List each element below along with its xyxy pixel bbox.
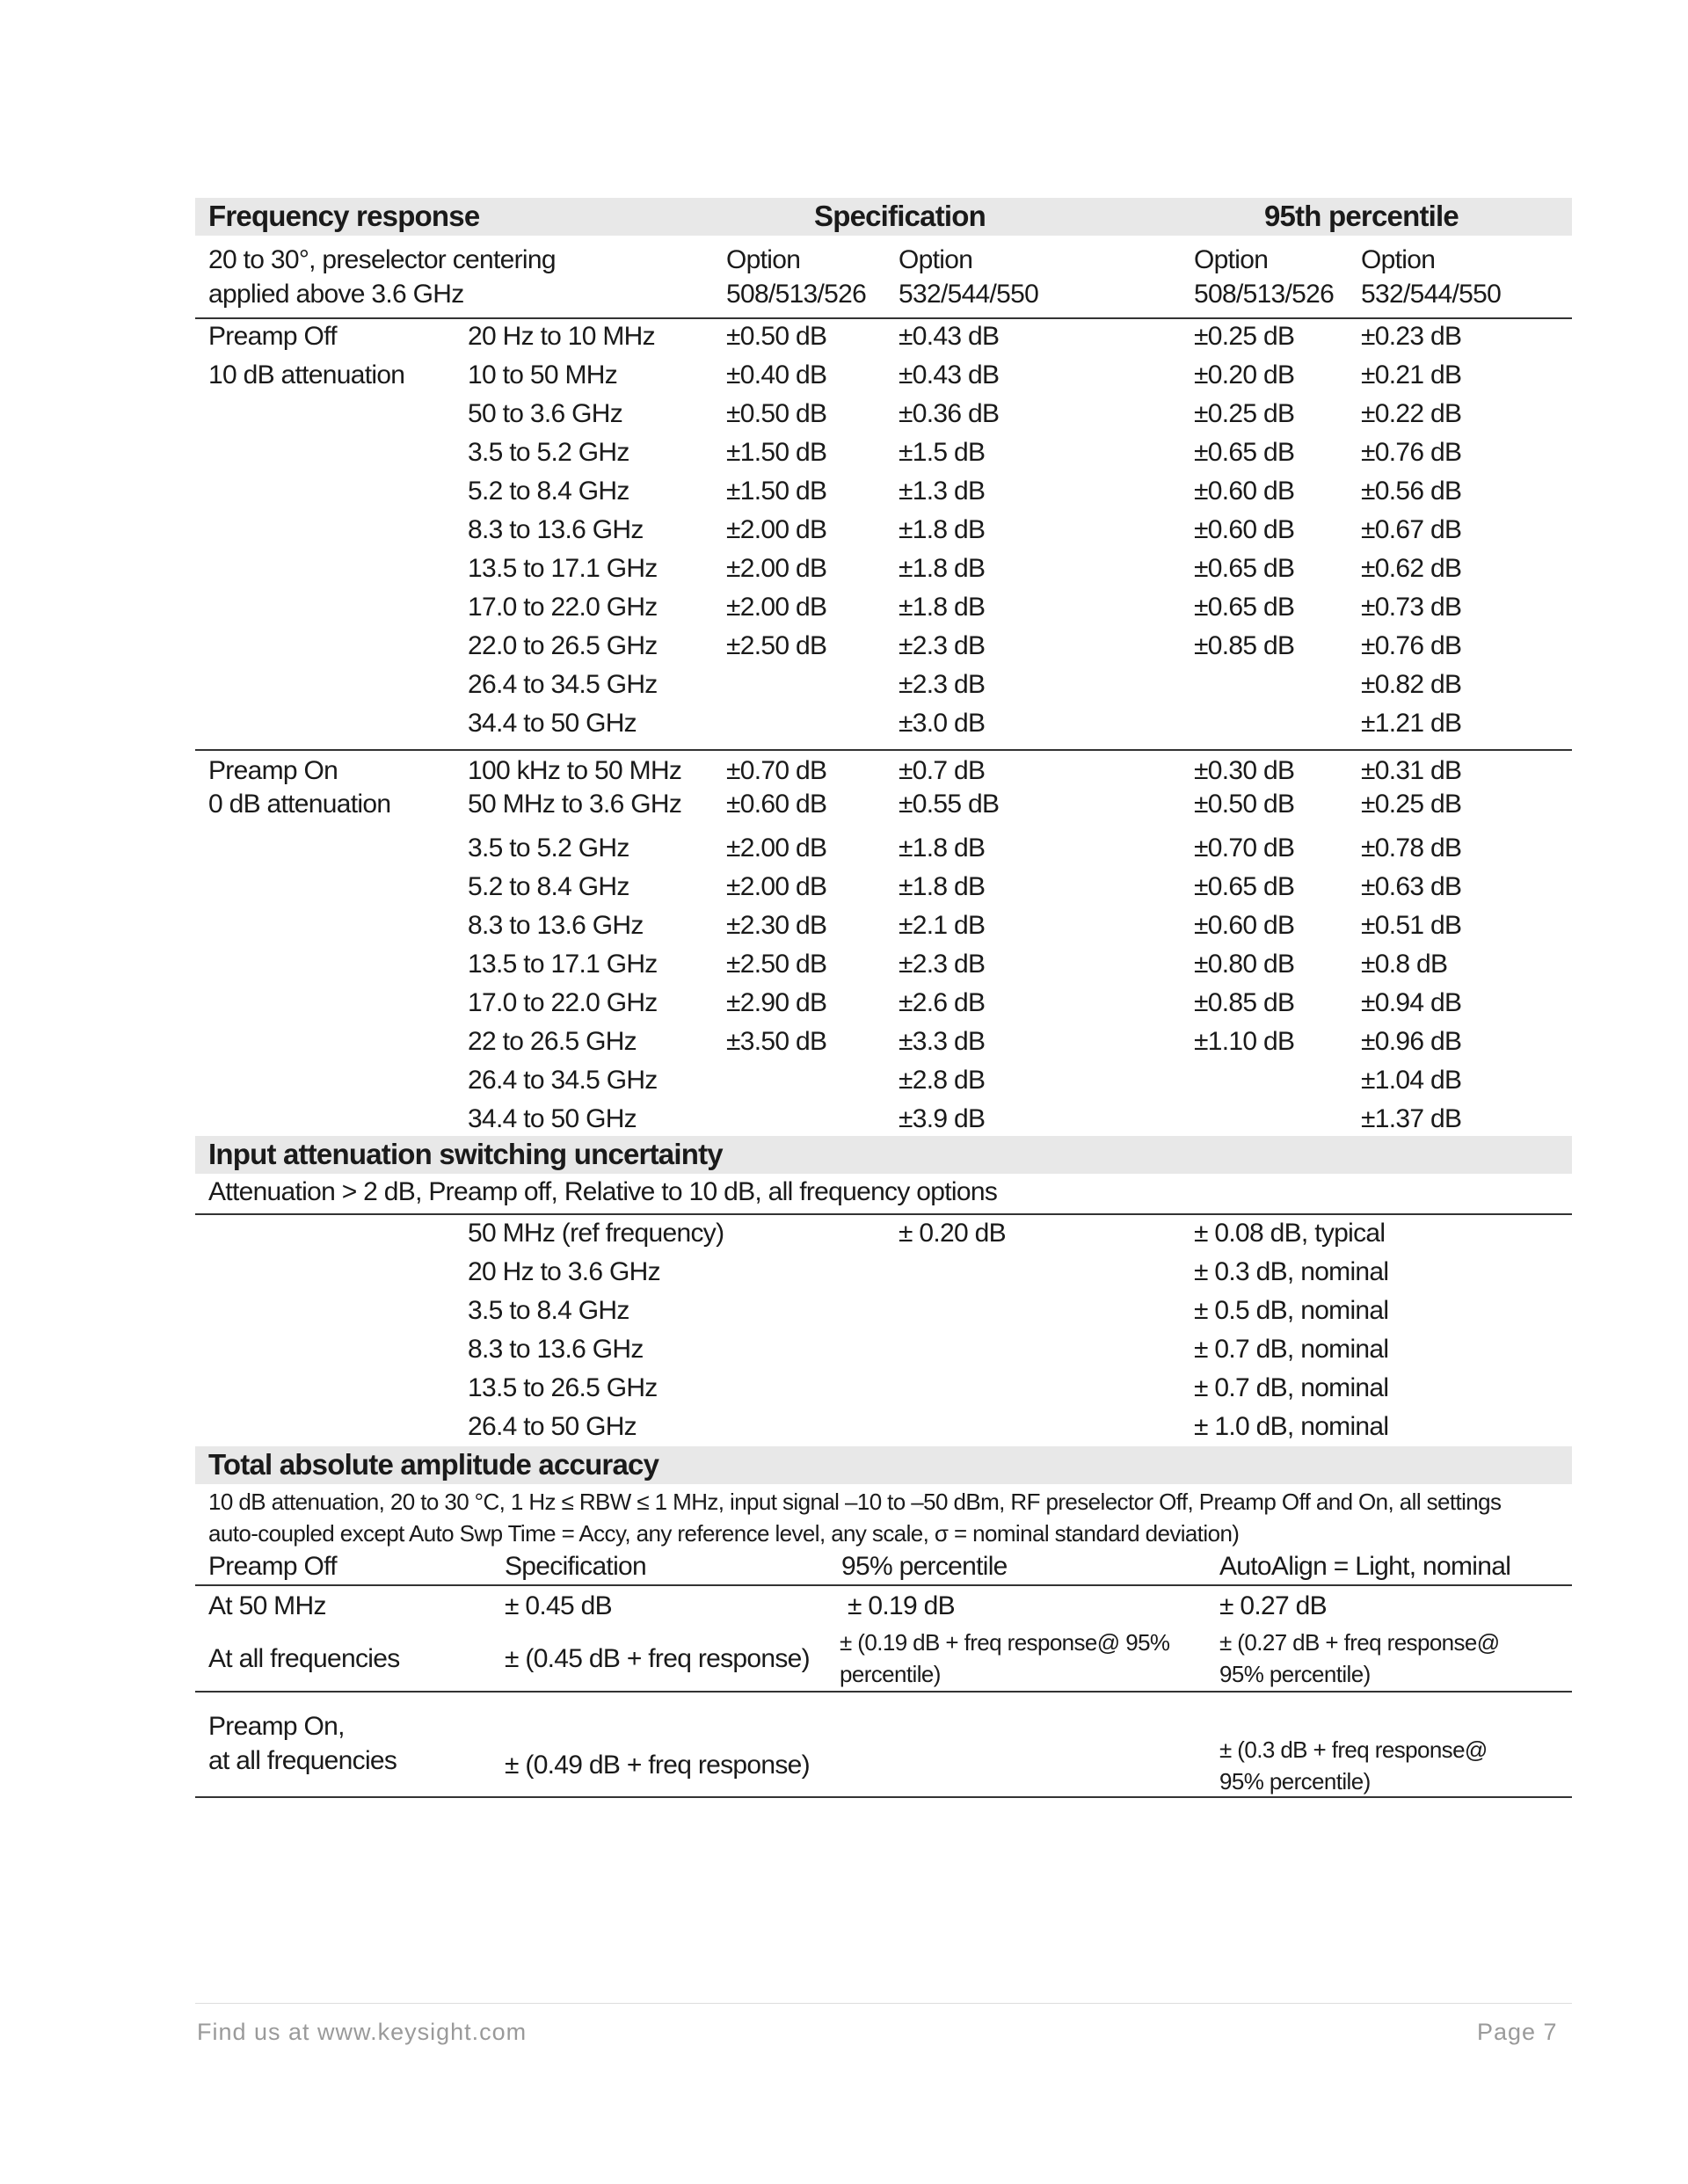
frequency-range: 5.2 to 8.4 GHz: [468, 872, 629, 901]
pct-option-b: ±0.62 dB: [1361, 554, 1462, 583]
frequency-range: 50 MHz (ref frequency): [468, 1219, 724, 1248]
pct-option-a: ±0.85 dB: [1194, 988, 1295, 1017]
pct-option-b: ±0.21 dB: [1361, 360, 1462, 389]
condition-text: applied above 3.6 GHz: [208, 280, 464, 309]
frequency-range: 34.4 to 50 GHz: [468, 709, 637, 738]
pct-option-a: ±0.60 dB: [1194, 477, 1295, 506]
pct-option-b: ±0.67 dB: [1361, 515, 1462, 544]
pct-option-b: ±0.78 dB: [1361, 834, 1462, 863]
column-header: Preamp Off: [208, 1552, 337, 1581]
pct-option-a: ±0.25 dB: [1194, 322, 1295, 351]
pct-option-b: ±0.63 dB: [1361, 872, 1462, 901]
condition-text: 20 to 30°, preselector centering: [208, 245, 556, 274]
option-label: Option: [726, 245, 801, 274]
row-label: At 50 MHz: [208, 1591, 326, 1620]
pct-option-b: ±0.22 dB: [1361, 399, 1462, 428]
frequency-range: 3.5 to 5.2 GHz: [468, 834, 629, 863]
spec-option-b: ±2.6 dB: [899, 988, 986, 1017]
spec-option-b: ±0.7 dB: [899, 756, 986, 785]
autoalign-value: 95% percentile): [1219, 1661, 1371, 1687]
divider: [195, 1584, 1572, 1586]
option-b: 532/544/550: [1361, 280, 1502, 309]
preamp-on-label: Preamp On: [208, 756, 338, 785]
spec-option-a: ±2.00 dB: [726, 872, 827, 901]
spec-option-b: ±1.8 dB: [899, 554, 986, 583]
autoalign-value: ± (0.3 dB + freq response@: [1219, 1736, 1488, 1763]
option-label: Option: [899, 245, 973, 274]
pct-value: ± 1.0 dB, nominal: [1194, 1412, 1389, 1441]
option-label: Option: [1194, 245, 1269, 274]
spec-option-b: ±2.3 dB: [899, 950, 986, 979]
section-header-input-attenuation: [195, 1136, 1572, 1174]
frequency-range: 20 Hz to 10 MHz: [468, 322, 655, 351]
row-label: At all frequencies: [208, 1644, 400, 1673]
spec-option-a: ±2.00 dB: [726, 834, 827, 863]
pct-option-a: ±0.80 dB: [1194, 950, 1295, 979]
frequency-range: 34.4 to 50 GHz: [468, 1104, 637, 1133]
row-label: Preamp On,: [208, 1712, 345, 1741]
section-header-total-accuracy: [195, 1446, 1572, 1484]
spec-option-a: ±0.60 dB: [726, 790, 827, 819]
spec-option-a: ±2.50 dB: [726, 950, 827, 979]
note-text: 10 dB attenuation, 20 to 30 °C, 1 Hz ≤ RBW ≤ 1 MHz, input signal –10 to –50 dBm, RF preselector Off, Preamp Off and On, all settings: [208, 1489, 1502, 1515]
pct-option-a: ±0.65 dB: [1194, 438, 1295, 467]
pct-value: ± 0.08 dB, typical: [1194, 1219, 1386, 1248]
frequency-range: 22 to 26.5 GHz: [468, 1027, 637, 1056]
frequency-range: 8.3 to 13.6 GHz: [468, 911, 644, 940]
pct-option-a: ±0.65 dB: [1194, 593, 1295, 622]
pct-option-b: ±0.31 dB: [1361, 756, 1462, 785]
section-title: Total absolute amplitude accuracy: [208, 1448, 659, 1481]
pct-option-b: ±0.76 dB: [1361, 438, 1462, 467]
spec-option-b: ±3.0 dB: [899, 709, 986, 738]
frequency-range: 26.4 to 34.5 GHz: [468, 670, 658, 699]
spec-option-b: ±1.8 dB: [899, 834, 986, 863]
frequency-range: 5.2 to 8.4 GHz: [468, 477, 629, 506]
pct-option-b: ±0.76 dB: [1361, 631, 1462, 660]
frequency-range: 50 to 3.6 GHz: [468, 399, 622, 428]
spec-option-b: ±3.9 dB: [899, 1104, 986, 1133]
pct-option-a: ±0.85 dB: [1194, 631, 1295, 660]
spec-option-b: ±3.3 dB: [899, 1027, 986, 1056]
frequency-range: 50 MHz to 3.6 GHz: [468, 790, 682, 819]
condition-text: Attenuation > 2 dB, Preamp off, Relative to 10 dB, all frequency options: [208, 1177, 998, 1206]
divider: [195, 1796, 1572, 1798]
spec-option-b: ±2.3 dB: [899, 631, 986, 660]
column-header: 95% percentile: [841, 1552, 1008, 1581]
spec-option-b: ±1.8 dB: [899, 872, 986, 901]
spec-value: ± 0.45 dB: [505, 1591, 612, 1620]
pct-option-a: ±0.60 dB: [1194, 515, 1295, 544]
pct-option-a: ±0.65 dB: [1194, 554, 1295, 583]
frequency-range: 10 to 50 MHz: [468, 360, 618, 389]
spec-option-b: ±2.3 dB: [899, 670, 986, 699]
percentile-column-header: 95th percentile: [1264, 200, 1459, 232]
pct-option-a: ±0.60 dB: [1194, 911, 1295, 940]
spec-option-a: ±0.40 dB: [726, 360, 827, 389]
pct-value: ± 0.3 dB, nominal: [1194, 1257, 1389, 1286]
pct-value: ± 0.7 dB, nominal: [1194, 1335, 1389, 1364]
note-text: auto-coupled except Auto Swp Time = Accy, any reference level, any scale, σ = nominal standard deviation): [208, 1520, 1240, 1547]
row-label: at all frequencies: [208, 1746, 397, 1775]
spec-value: ± (0.45 dB + freq response): [505, 1644, 810, 1673]
column-header: Specification: [505, 1552, 646, 1581]
pct-option-a: ±0.30 dB: [1194, 756, 1295, 785]
pct-value: ± 0.5 dB, nominal: [1194, 1296, 1389, 1325]
frequency-range: 8.3 to 13.6 GHz: [468, 1335, 644, 1364]
pct-option-a: ±0.50 dB: [1194, 790, 1295, 819]
spec-option-b: ±0.43 dB: [899, 322, 1000, 351]
frequency-range: 3.5 to 5.2 GHz: [468, 438, 629, 467]
spec-option-b: ±1.8 dB: [899, 515, 986, 544]
frequency-range: 13.5 to 17.1 GHz: [468, 554, 658, 583]
spec-option-a: ±2.00 dB: [726, 515, 827, 544]
option-label: Option: [1361, 245, 1436, 274]
spec-table: [195, 0, 1572, 1846]
frequency-range: 13.5 to 17.1 GHz: [468, 950, 658, 979]
spec-option-a: ±0.50 dB: [726, 399, 827, 428]
pct-option-b: ±0.96 dB: [1361, 1027, 1462, 1056]
option-a: 508/513/526: [1194, 280, 1335, 309]
spec-option-a: ±0.50 dB: [726, 322, 827, 351]
percentile-value: ± 0.19 dB: [848, 1591, 955, 1620]
divider: [195, 317, 1572, 319]
frequency-range: 3.5 to 8.4 GHz: [468, 1296, 629, 1325]
percentile-value: percentile): [840, 1661, 941, 1687]
option-b: 532/544/550: [899, 280, 1039, 309]
frequency-range: 100 kHz to 50 MHz: [468, 756, 682, 785]
pct-option-b: ±0.82 dB: [1361, 670, 1462, 699]
percentile-value: ± (0.19 dB + freq response@ 95%: [840, 1629, 1170, 1656]
spec-value: ± (0.49 dB + freq response): [505, 1751, 810, 1780]
spec-option-b: ±1.5 dB: [899, 438, 986, 467]
spec-option-b: ±2.8 dB: [899, 1066, 986, 1095]
divider: [195, 1213, 1572, 1215]
pct-option-b: ±1.04 dB: [1361, 1066, 1462, 1095]
frequency-range: 17.0 to 22.0 GHz: [468, 988, 658, 1017]
spec-column-header: Specification: [814, 200, 986, 232]
pct-option-b: ±0.25 dB: [1361, 790, 1462, 819]
pct-option-b: ±0.94 dB: [1361, 988, 1462, 1017]
spec-option-a: ±2.00 dB: [726, 554, 827, 583]
spec-option-a: ±1.50 dB: [726, 438, 827, 467]
column-header: AutoAlign = Light, nominal: [1219, 1552, 1511, 1581]
spec-option-a: ±1.50 dB: [726, 477, 827, 506]
frequency-range: 13.5 to 26.5 GHz: [468, 1373, 658, 1402]
section-title: Frequency response: [208, 200, 480, 232]
pct-option-b: ±1.37 dB: [1361, 1104, 1462, 1133]
frequency-range: 8.3 to 13.6 GHz: [468, 515, 644, 544]
pct-option-b: ±0.8 dB: [1361, 950, 1448, 979]
spec-option-a: ±3.50 dB: [726, 1027, 827, 1056]
attenuation-label: 0 dB attenuation: [208, 790, 391, 819]
pct-option-b: ±1.21 dB: [1361, 709, 1462, 738]
spec-option-b: ±0.36 dB: [899, 399, 1000, 428]
section-header-frequency-response: [195, 198, 1572, 236]
divider: [195, 1691, 1572, 1693]
page-number: Page 7: [1477, 2019, 1558, 2045]
divider: [195, 749, 1572, 751]
frequency-range: 20 Hz to 3.6 GHz: [468, 1257, 660, 1286]
pct-option-a: ±0.65 dB: [1194, 872, 1295, 901]
pct-option-a: ±0.25 dB: [1194, 399, 1295, 428]
pct-option-a: ±0.20 dB: [1194, 360, 1295, 389]
option-a: 508/513/526: [726, 280, 867, 309]
spec-option-a: ±2.30 dB: [726, 911, 827, 940]
pct-option-b: ±0.73 dB: [1361, 593, 1462, 622]
frequency-range: 17.0 to 22.0 GHz: [468, 593, 658, 622]
pct-option-b: ±0.51 dB: [1361, 911, 1462, 940]
footer-website-link[interactable]: Find us at www.keysight.com: [197, 2019, 528, 2045]
spec-option-b: ±1.8 dB: [899, 593, 986, 622]
frequency-range: 22.0 to 26.5 GHz: [468, 631, 658, 660]
footer-divider: [195, 2003, 1572, 2004]
spec-option-b: ±1.3 dB: [899, 477, 986, 506]
frequency-range: 26.4 to 34.5 GHz: [468, 1066, 658, 1095]
preamp-off-label: Preamp Off: [208, 322, 337, 351]
spec-option-a: ±2.90 dB: [726, 988, 827, 1017]
spec-option-b: ±0.43 dB: [899, 360, 1000, 389]
spec-value: ± 0.20 dB: [899, 1219, 1006, 1248]
attenuation-label: 10 dB attenuation: [208, 360, 405, 389]
pct-option-b: ±0.56 dB: [1361, 477, 1462, 506]
frequency-range: 26.4 to 50 GHz: [468, 1412, 637, 1441]
pct-option-a: ±0.70 dB: [1194, 834, 1295, 863]
spec-option-b: ±2.1 dB: [899, 911, 986, 940]
spec-option-a: ±0.70 dB: [726, 756, 827, 785]
autoalign-value: ± (0.27 dB + freq response@: [1219, 1629, 1500, 1656]
pct-value: ± 0.7 dB, nominal: [1194, 1373, 1389, 1402]
pct-option-a: ±1.10 dB: [1194, 1027, 1295, 1056]
spec-option-b: ±0.55 dB: [899, 790, 1000, 819]
autoalign-value: ± 0.27 dB: [1219, 1591, 1327, 1620]
pct-option-b: ±0.23 dB: [1361, 322, 1462, 351]
spec-option-a: ±2.50 dB: [726, 631, 827, 660]
autoalign-value: 95% percentile): [1219, 1768, 1371, 1795]
section-title: Input attenuation switching uncertainty: [208, 1138, 723, 1170]
spec-option-a: ±2.00 dB: [726, 593, 827, 622]
